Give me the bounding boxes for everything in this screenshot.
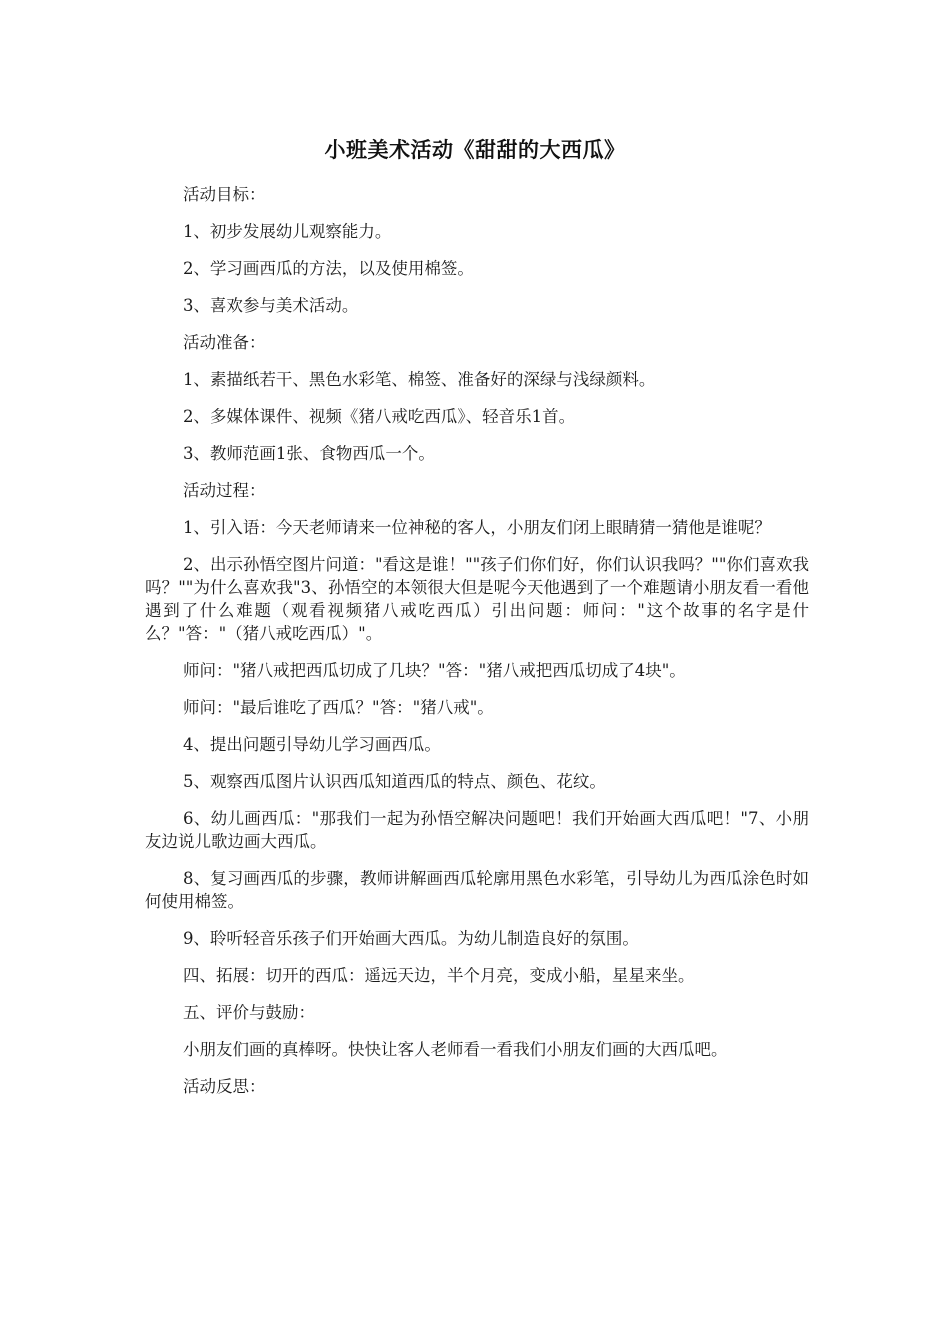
paragraph-question-who-ate: 师问："最后谁吃了西瓜？"答："猪八戒"。 [182, 698, 494, 717]
paragraph-process-1: 1、引入语：今天老师请来一位神秘的客人，小朋友们闭上眼睛猜一猜他是谁呢？ [182, 518, 771, 537]
paragraph-preparation-1: 1、素描纸若干、黑色水彩笔、棉签、准备好的深绿与浅绿颜料。 [182, 370, 656, 389]
paragraph-evaluation: 小朋友们画的真棒呀。快快让客人老师看一看我们小朋友们画的大西瓜吧。 [182, 1040, 728, 1059]
paragraph-process-8: 8、复习画西瓜的步骤，教师讲解画西瓜轮廓用黑色水彩笔，引导幼儿为西瓜涂色时如何使用棉签。 [145, 869, 809, 911]
paragraph-evaluation-heading: 五、评价与鼓励： [182, 1003, 315, 1022]
paragraph-objectives-heading: 活动目标： [182, 185, 266, 204]
paragraph-process-2: 2、出示孙悟空图片问道："看这是谁！""孩子们你们好，你们认识我吗？""你们喜欢我吗？""为什么喜欢我"3、孙悟空的本领很大但是呢今天他遇到了一个难题请小朋友看一看他遇到了什么难题（观看视频猪八戒吃西瓜）引出问题：师问："这个故事的名字是什么？"答："（猪八戒吃西瓜）"。 [145, 555, 809, 643]
paragraph-process-5: 5、观察西瓜图片认识西瓜知道西瓜的特点、颜色、花纹。 [182, 772, 606, 791]
document-title: 小班美术活动《甜甜的大西瓜》 [324, 138, 626, 162]
paragraph-preparation-heading: 活动准备： [182, 333, 266, 352]
paragraph-objective-3: 3、喜欢参与美术活动。 [182, 296, 359, 315]
paragraph-reflection-heading: 活动反思： [182, 1077, 266, 1096]
document-body [145, 183, 809, 1112]
paragraph-process-9: 9、聆听轻音乐孩子们开始画大西瓜。为幼儿制造良好的氛围。 [182, 929, 639, 948]
paragraph-extension: 四、拓展：切开的西瓜：遥远天边，半个月亮，变成小船，星星来坐。 [182, 966, 695, 985]
paragraph-preparation-3: 3、教师范画1张、食物西瓜一个。 [182, 444, 435, 463]
paragraph-preparation-2: 2、多媒体课件、视频《猪八戒吃西瓜》、轻音乐1首。 [182, 407, 576, 426]
paragraph-process-6: 6、幼儿画西瓜："那我们一起为孙悟空解决问题吧！我们开始画大西瓜吧！"7、小朋友边说儿歌边画大西瓜。 [145, 809, 809, 851]
paragraph-process-heading: 活动过程： [182, 481, 266, 500]
paragraph-objective-1: 1、初步发展幼儿观察能力。 [182, 222, 392, 241]
paragraph-question-pieces: 师问："猪八戒把西瓜切成了几块？"答："猪八戒把西瓜切成了4块"。 [182, 661, 686, 680]
paragraph-objective-2: 2、学习画西瓜的方法，以及使用棉签。 [182, 259, 474, 278]
paragraph-process-4: 4、提出问题引导幼儿学习画西瓜。 [182, 735, 441, 754]
